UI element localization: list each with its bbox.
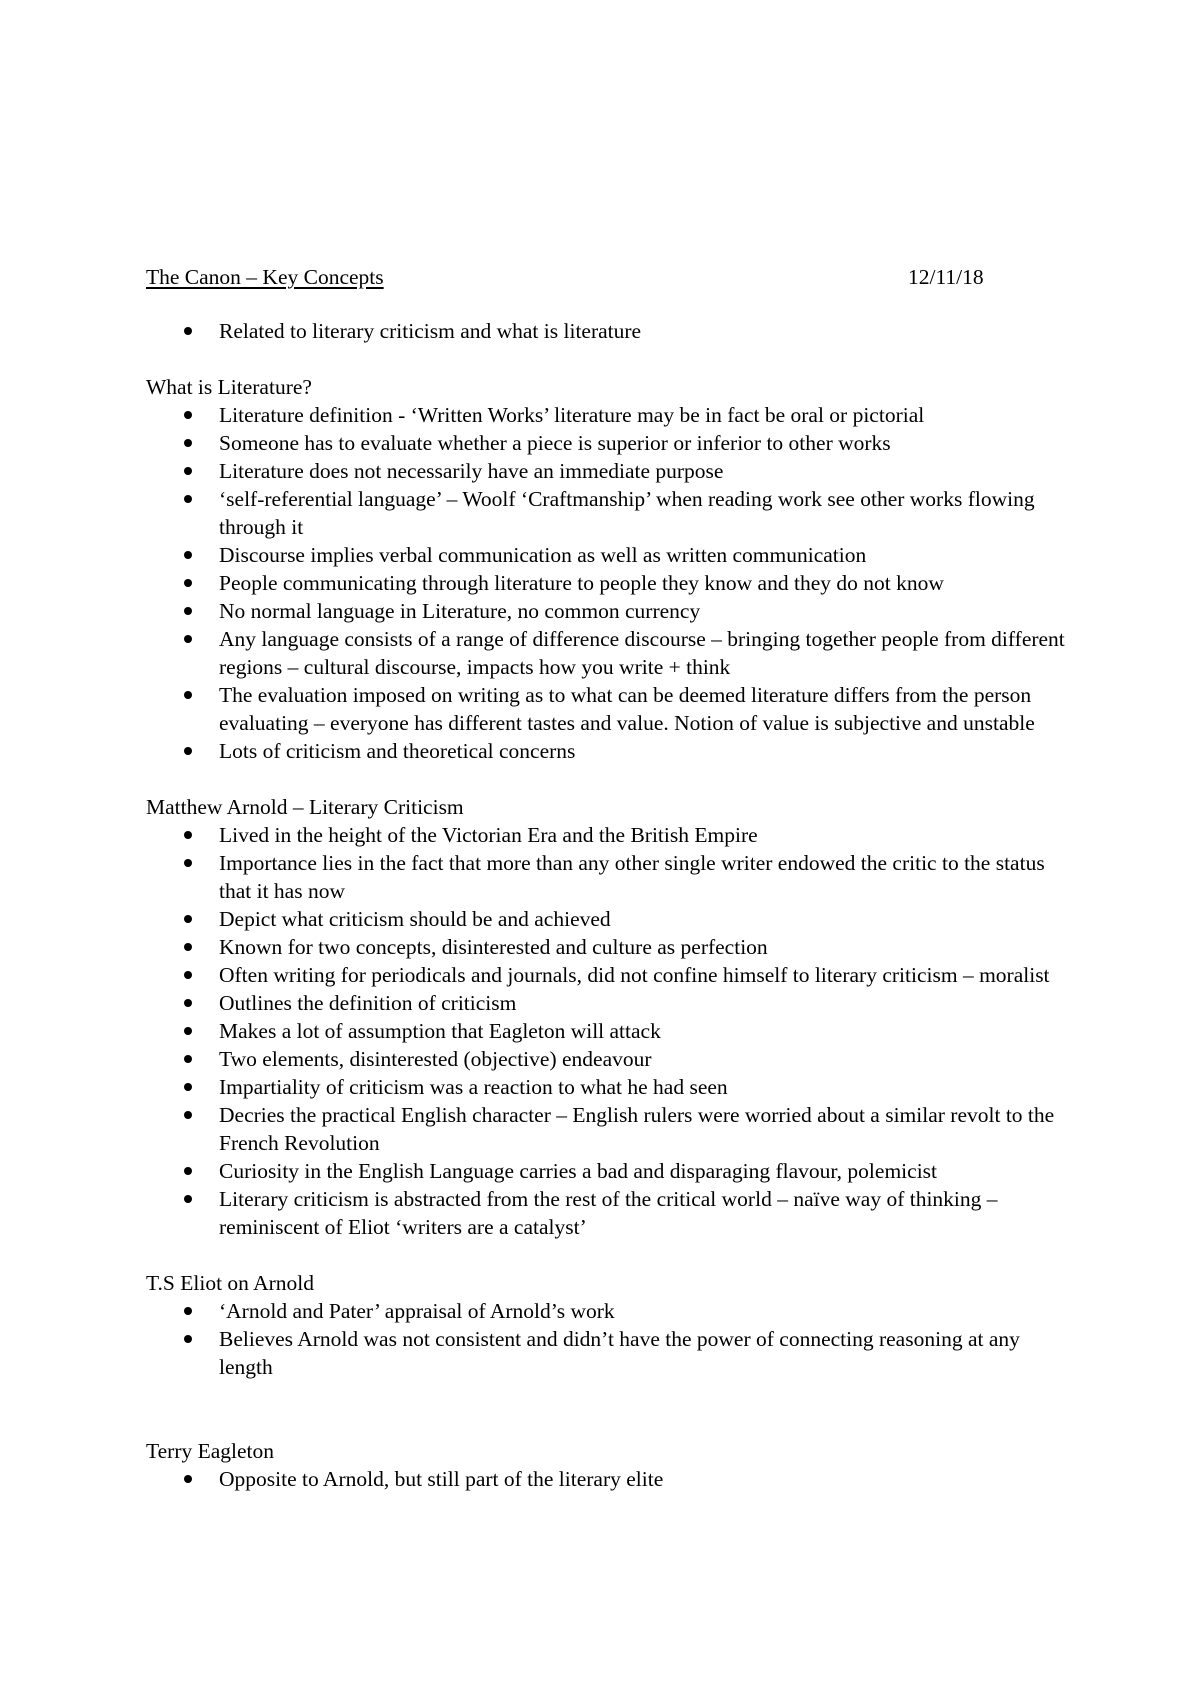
list-item-text: Lots of criticism and theoretical concerns <box>219 739 576 763</box>
section-heading-what-is-literature: What is Literature? <box>146 375 312 399</box>
list-item-text: Literary criticism is abstracted from the rest of the critical world – naïve way of thinking – reminiscent of Eliot ‘writers are a catalyst’ <box>219 1187 998 1239</box>
section-list-ts-eliot <box>146 1297 1066 1381</box>
list-item-text: Decries the practical English character – English rulers were worried about a similar revolt to the French Revolution <box>219 1103 1055 1155</box>
list-item-text: Two elements, disinterested (objective) endeavour <box>219 1047 652 1071</box>
list-item <box>146 317 1066 345</box>
list-item-text: Believes Arnold was not consistent and didn’t have the power of connecting reasoning at any length <box>219 1327 1020 1379</box>
list-item <box>146 821 1066 849</box>
list-item <box>146 989 1066 1017</box>
list-item-text: Known for two concepts, disinterested and culture as perfection <box>219 935 768 959</box>
list-item <box>146 429 1066 457</box>
bullet-icon <box>184 635 192 643</box>
list-item-text: Someone has to evaluate whether a piece is superior or inferior to other works <box>219 431 891 455</box>
section-heading-matthew-arnold: Matthew Arnold – Literary Criticism <box>146 795 464 819</box>
bullet-icon <box>184 411 192 419</box>
list-item-text: Makes a lot of assumption that Eagleton will attack <box>219 1019 661 1043</box>
bullet-icon <box>184 467 192 475</box>
list-item-text: Related to literary criticism and what is literature <box>219 319 642 343</box>
list-item <box>146 905 1066 933</box>
list-item <box>146 1045 1066 1073</box>
list-item-text: Depict what criticism should be and achieved <box>219 907 611 931</box>
list-item-text: People communicating through literature to people they know and they do not know <box>219 571 944 595</box>
list-item <box>146 597 1066 625</box>
list-item <box>146 1465 1066 1493</box>
spacer <box>146 765 1066 793</box>
bullet-icon <box>184 971 192 979</box>
list-item <box>146 933 1066 961</box>
bullet-icon <box>184 551 192 559</box>
bullet-icon <box>184 607 192 615</box>
section-list-matthew-arnold <box>146 821 1066 1241</box>
list-item-text: The evaluation imposed on writing as to what can be deemed literature differs from the person evaluating – everyone has different tastes and value. Notion of value is subjective and unstable <box>219 683 1035 735</box>
bullet-icon <box>184 915 192 923</box>
spacer <box>146 1381 1066 1437</box>
list-item <box>146 401 1066 429</box>
document-page <box>146 263 1066 1493</box>
list-item-text: ‘self-referential language’ – Woolf ‘Craftmanship’ when reading work see other works flowing through it <box>219 487 1035 539</box>
list-item <box>146 485 1066 541</box>
list-item-text: Literature does not necessarily have an immediate purpose <box>219 459 724 483</box>
bullet-icon <box>184 691 192 699</box>
list-item <box>146 1017 1066 1045</box>
list-item <box>146 849 1066 905</box>
section-heading-ts-eliot: T.S Eliot on Arnold <box>146 1271 315 1295</box>
bullet-icon <box>184 999 192 1007</box>
list-item-text: Importance lies in the fact that more than any other single writer endowed the critic to the status that it has now <box>219 851 1045 903</box>
list-item-text: Opposite to Arnold, but still part of the literary elite <box>219 1467 664 1491</box>
list-item-text: Often writing for periodicals and journals, did not confine himself to literary criticism – moralist <box>219 963 1050 987</box>
list-item <box>146 1297 1066 1325</box>
list-item-text: Any language consists of a range of difference discourse – bringing together people from different regions – cultural discourse, impacts how you write + think <box>219 627 1065 679</box>
bullet-icon <box>184 327 192 335</box>
bullet-icon <box>184 1307 192 1315</box>
section-list-terry-eagleton <box>146 1465 1066 1493</box>
bullet-icon <box>184 439 192 447</box>
bullet-icon <box>184 831 192 839</box>
list-item <box>146 1185 1066 1241</box>
spacer <box>146 345 1066 373</box>
title-row <box>146 263 1066 291</box>
list-item <box>146 737 1066 765</box>
list-item <box>146 625 1066 681</box>
bullet-icon <box>184 1083 192 1091</box>
spacer <box>146 1241 1066 1269</box>
list-item-text: Outlines the definition of criticism <box>219 991 517 1015</box>
list-item <box>146 569 1066 597</box>
bullet-icon <box>184 859 192 867</box>
bullet-icon <box>184 1027 192 1035</box>
list-item <box>146 961 1066 989</box>
bullet-icon <box>184 1111 192 1119</box>
list-item <box>146 1157 1066 1185</box>
list-item-text: ‘Arnold and Pater’ appraisal of Arnold’s work <box>219 1299 615 1323</box>
bullet-icon <box>184 1335 192 1343</box>
bullet-icon <box>184 1195 192 1203</box>
list-item-text: Impartiality of criticism was a reaction to what he had seen <box>219 1075 728 1099</box>
list-item <box>146 541 1066 569</box>
list-item <box>146 1325 1066 1381</box>
bullet-icon <box>184 1475 192 1483</box>
document-title: The Canon – Key Concepts <box>146 265 384 289</box>
bullet-icon <box>184 747 192 755</box>
list-item <box>146 1101 1066 1157</box>
document-date: 12/11/18 <box>908 265 984 289</box>
bullet-icon <box>184 1055 192 1063</box>
bullet-icon <box>184 943 192 951</box>
list-item <box>146 1073 1066 1101</box>
bullet-icon <box>184 579 192 587</box>
list-item-text: Lived in the height of the Victorian Era and the British Empire <box>219 823 758 847</box>
list-item-text: No normal language in Literature, no common currency <box>219 599 701 623</box>
list-item-text: Discourse implies verbal communication as well as written communication <box>219 543 867 567</box>
list-item-text: Curiosity in the English Language carries a bad and disparaging flavour, polemicist <box>219 1159 938 1183</box>
bullet-icon <box>184 495 192 503</box>
list-item <box>146 681 1066 737</box>
list-item-text: Literature definition - ‘Written Works’ literature may be in fact be oral or pictorial <box>219 403 925 427</box>
bullet-icon <box>184 1167 192 1175</box>
list-item <box>146 457 1066 485</box>
section-list-what-is-literature <box>146 401 1066 765</box>
section-heading-terry-eagleton: Terry Eagleton <box>146 1439 275 1463</box>
intro-list <box>146 317 1066 345</box>
